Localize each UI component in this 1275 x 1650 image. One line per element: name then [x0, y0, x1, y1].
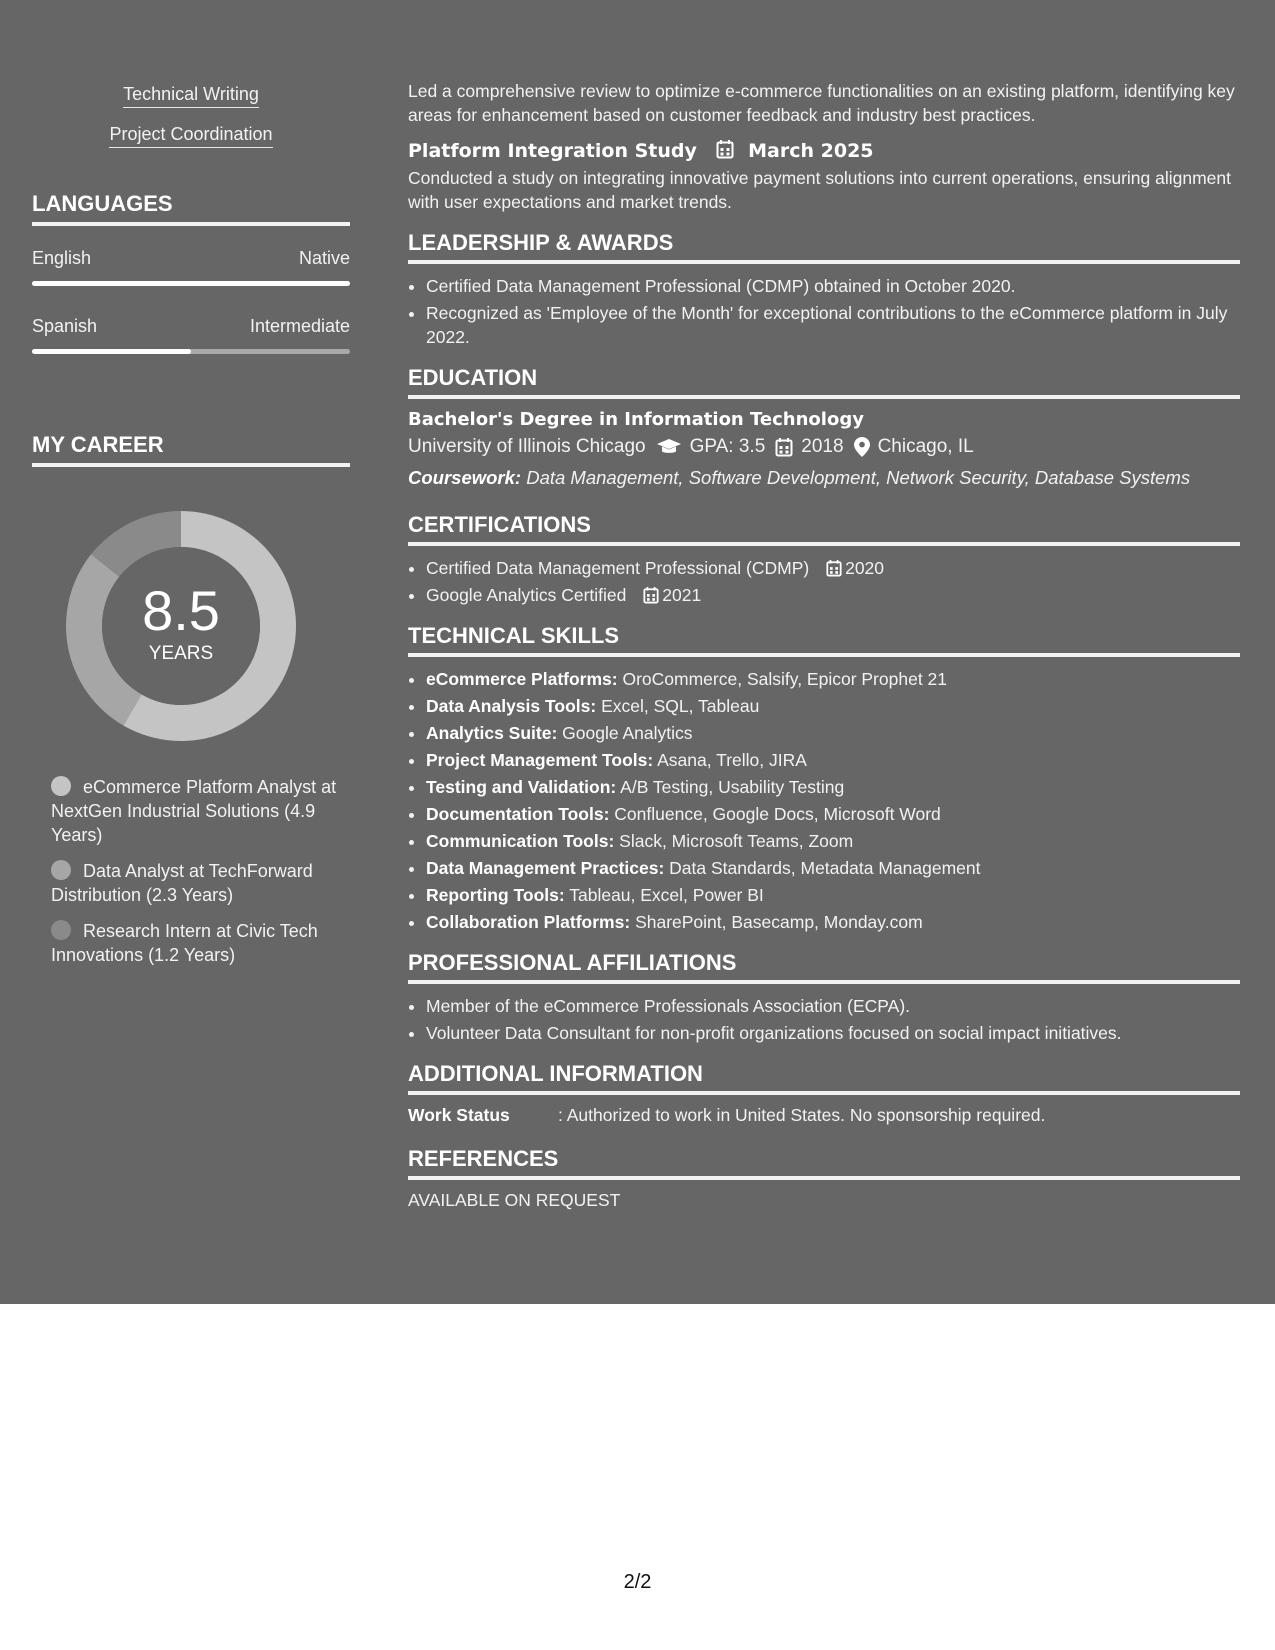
skill-item — [426, 721, 1240, 745]
leadership-heading: LEADERSHIP & AWARDS — [408, 230, 1240, 264]
career-legend-label: eCommerce Platform Analyst at NextGen Industrial Solutions (4.9 Years) — [51, 777, 337, 845]
career-legend-item — [51, 859, 341, 907]
skill-item — [426, 829, 1240, 853]
certifications-heading: CERTIFICATIONS — [408, 512, 1240, 546]
calendar-icon — [643, 586, 659, 604]
school-location: Chicago, IL — [877, 436, 974, 457]
language-row — [32, 316, 350, 354]
language-level: Intermediate — [249, 316, 350, 336]
certification-item — [426, 583, 1240, 607]
language-proficiency-bar — [32, 281, 350, 286]
coursework-label: Coursework: — [408, 467, 522, 488]
graduation-cap-icon — [656, 438, 682, 456]
leadership-item: • Recognized as 'Employee of the Month' for exceptional contributions to the eCommerce platform in July 2022. — [426, 301, 1240, 349]
skill-category: Project Management Tools: — [426, 750, 654, 770]
certification-name: Certified Data Management Professional (CDMP) — [426, 558, 810, 578]
references-text: AVAILABLE ON REQUEST — [408, 1190, 621, 1210]
work-status-row — [408, 1105, 1240, 1126]
skill-values: Tableau, Excel, Power BI — [569, 885, 764, 905]
skill-category: Documentation Tools: — [426, 804, 610, 824]
skill-values: Excel, SQL, Tableau — [601, 696, 760, 716]
gpa: GPA: 3.5 — [689, 436, 766, 457]
project-title: Platform Integration Study — [408, 140, 697, 162]
experience-description: Led a comprehensive review to optimize e-commerce functionalities on an existing platform, identifying key areas for enhancement based on customer feedback and industry best practices. — [408, 81, 1235, 125]
project-description: Conducted a study on integrating innovative payment solutions into current operations, ensuring alignment with user expectations and market trends. — [408, 168, 1232, 212]
page-number: 2/2 — [623, 1571, 652, 1593]
skill-values: Slack, Microsoft Teams, Zoom — [619, 831, 854, 851]
skill-category: Analytics Suite: — [426, 723, 558, 743]
skill-item — [426, 802, 1240, 826]
language-proficiency-fill — [32, 281, 350, 286]
skill-item — [426, 856, 1240, 880]
skill-item — [426, 775, 1240, 799]
certification-name: Google Analytics Certified — [426, 585, 627, 605]
certification-year: 2021 — [662, 585, 702, 605]
career-legend — [51, 775, 341, 967]
graduation-year: 2018 — [801, 436, 844, 457]
skill-category: Testing and Validation: — [426, 777, 617, 797]
skill-values: A/B Testing, Usability Testing — [620, 777, 845, 797]
skill-item — [426, 667, 1240, 691]
certifications-list — [408, 556, 1240, 607]
affiliations-heading: PROFESSIONAL AFFILIATIONS — [408, 950, 1240, 984]
technical-skills-heading: TECHNICAL SKILLS — [408, 623, 1240, 657]
language-proficiency-fill — [32, 349, 191, 354]
degree-title: Bachelor's Degree in Information Technology — [408, 409, 864, 430]
skill-values: Asana, Trello, JIRA — [657, 750, 807, 770]
skill-values: OroCommerce, Salsify, Epicor Prophet 21 — [622, 669, 948, 689]
legend-dot-icon — [51, 776, 71, 796]
language-proficiency-bar — [32, 349, 350, 354]
sidebar — [32, 84, 350, 979]
project-title-row — [408, 139, 1240, 162]
language-level: Native — [298, 248, 350, 268]
skill-values: Google Analytics — [562, 723, 693, 743]
legend-dot-icon — [51, 920, 71, 940]
coursework — [408, 466, 1240, 490]
career-donut-chart — [66, 511, 296, 741]
legend-dot-icon — [51, 860, 71, 880]
language-name: Spanish — [32, 316, 98, 336]
skill-category: Collaboration Platforms: — [426, 912, 631, 932]
project-date: March 2025 — [748, 140, 874, 162]
language-name: English — [32, 248, 92, 268]
certification-year: 2020 — [845, 558, 885, 578]
languages-heading: LANGUAGES — [32, 191, 350, 226]
skill-category: Data Management Practices: — [426, 858, 665, 878]
work-status-label: Work Status — [408, 1105, 510, 1125]
skill-category: Reporting Tools: — [426, 885, 565, 905]
career-legend-label: Research Intern at Civic Tech Innovations (1.2 Years) — [51, 921, 318, 965]
calendar-icon — [826, 559, 842, 577]
main-content — [408, 79, 1240, 1211]
skill-values: Confluence, Google Docs, Microsoft Word — [614, 804, 941, 824]
career-total-unit: YEARS — [148, 643, 214, 664]
additional-info-heading: ADDITIONAL INFORMATION — [408, 1061, 1240, 1095]
calendar-icon — [716, 139, 734, 159]
career-legend-item — [51, 775, 341, 847]
skill-item — [426, 910, 1240, 934]
skill-label: Project Coordination — [109, 124, 272, 148]
skill-tag — [32, 124, 350, 145]
education-heading: EDUCATION — [408, 365, 1240, 399]
career-legend-label: Data Analyst at TechForward Distribution (2.3 Years) — [51, 861, 313, 905]
skill-values: Data Standards, Metadata Management — [669, 858, 981, 878]
skill-category: Communication Tools: — [426, 831, 615, 851]
location-pin-icon — [854, 437, 870, 457]
leadership-item: • Certified Data Management Professional (CDMP) obtained in October 2020. — [426, 274, 1240, 298]
affiliations-list — [408, 994, 1240, 1045]
skill-category: Data Analysis Tools: — [426, 696, 597, 716]
skill-item — [426, 883, 1240, 907]
skill-item — [426, 694, 1240, 718]
education-details — [408, 436, 1240, 458]
certification-item — [426, 556, 1240, 580]
skill-category: eCommerce Platforms: — [426, 669, 618, 689]
affiliation-item: • Member of the eCommerce Professionals Association (ECPA). — [426, 994, 1240, 1018]
skill-tag — [32, 84, 350, 105]
career-total-years: 8.5 — [142, 579, 220, 642]
skill-item — [426, 748, 1240, 772]
work-status-value: : Authorized to work in United States. No sponsorship required. — [558, 1105, 1046, 1125]
school-name: University of Illinois Chicago — [408, 436, 646, 457]
skill-label: Technical Writing — [123, 84, 259, 108]
coursework-list: Data Management, Software Development, Network Security, Database Systems — [526, 467, 1191, 488]
calendar-icon — [775, 437, 793, 457]
skill-values: SharePoint, Basecamp, Monday.com — [635, 912, 923, 932]
language-row — [32, 248, 350, 286]
career-heading: MY CAREER — [32, 432, 350, 467]
career-legend-item — [51, 919, 341, 967]
technical-skills-list — [408, 667, 1240, 934]
references-heading: REFERENCES — [408, 1146, 1240, 1180]
leadership-list — [408, 274, 1240, 349]
affiliation-item: • Volunteer Data Consultant for non-profit organizations focused on social impact initiatives. — [426, 1021, 1240, 1045]
